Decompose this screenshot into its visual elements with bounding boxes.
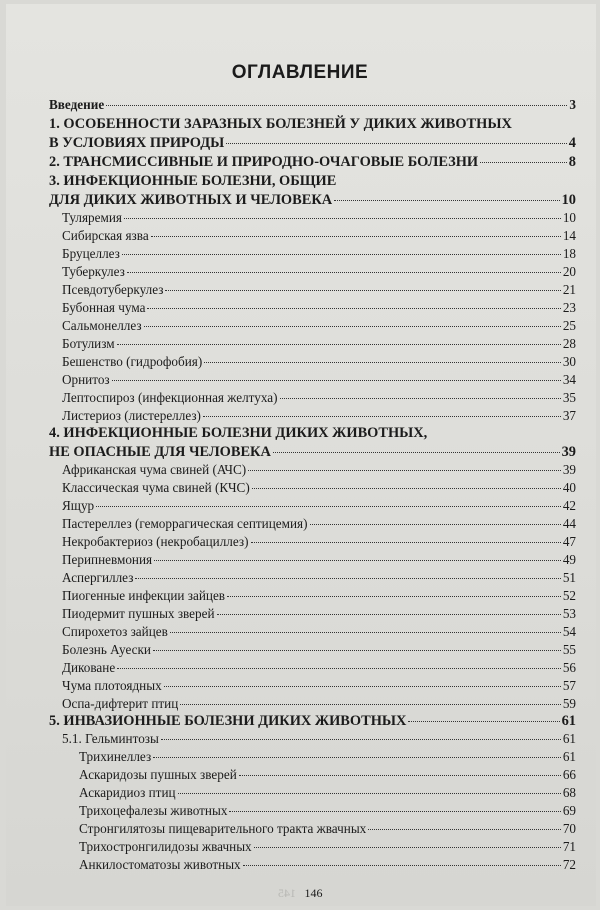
toc-entry-page: 18 [562,246,576,261]
toc-entry-text: Перипневмония [62,552,153,567]
toc-entry-text: Оспа-дифтерит птиц [62,696,179,711]
toc-entry[interactable] [49,134,576,152]
dot-leader [96,506,561,507]
toc-entry-page: 8 [568,154,576,170]
toc-entry-page: 28 [562,336,576,351]
toc-entry-page: 42 [562,498,576,513]
toc-entry-text: Пастереллез (геморрагическая септицемия) [62,516,308,531]
toc-entry[interactable] [49,153,576,171]
toc-entry-page: 53 [562,606,576,621]
toc-entry-text: Классическая чума свиней (КЧС) [62,480,250,495]
dot-leader [147,308,560,309]
toc-entry[interactable] [49,712,576,730]
toc-entry-page: 25 [562,318,576,333]
toc-entry[interactable] [62,677,576,695]
toc-section-heading: 3. ИНФЕКЦИОННЫЕ БОЛЕЗНИ, ОБЩИЕ [49,173,337,189]
dot-leader [273,452,560,453]
toc-entry[interactable] [62,317,576,335]
toc-entry-text: Спирохетоз зайцев [62,624,168,639]
toc-entry-page: 68 [562,785,576,800]
toc-entry[interactable] [62,659,576,677]
dot-leader [204,362,561,363]
toc-entry-text: ДЛЯ ДИКИХ ЖИВОТНЫХ И ЧЕЛОВЕКА [49,192,333,208]
toc-entry-page: 69 [562,803,576,818]
toc-entry[interactable] [79,856,576,874]
toc-entry-text: Бешенство (гидрофобия) [62,354,203,369]
dot-leader [280,398,561,399]
toc-entry-text: Ботулизм [62,336,115,351]
toc-entry[interactable] [62,479,576,497]
toc-entry-page: 51 [562,570,576,585]
toc-entry-text: В УСЛОВИЯХ ПРИРОДЫ [49,135,225,151]
toc-entry-text: Ящур [62,498,95,513]
dot-leader [239,775,561,776]
toc-entry-page: 20 [562,264,576,279]
toc-entry-page: 35 [562,390,576,405]
toc-entry-text: Аспергиллез [62,570,134,585]
toc-entry[interactable] [62,695,576,713]
toc-entry-text: Лептоспироз (инфекционная желтуха) [62,390,278,405]
toc-entry[interactable] [62,515,576,533]
dot-leader [408,721,559,722]
toc-entry-text: НЕ ОПАСНЫЕ ДЛЯ ЧЕЛОВЕКА [49,444,271,460]
toc-entry-text: Введение [49,97,105,112]
toc-entry-page: 72 [562,857,576,872]
toc-entry[interactable] [79,748,576,766]
toc-entry[interactable] [79,838,576,856]
toc-entry-text: 5. ИНВАЗИОННЫЕ БОЛЕЗНИ ДИКИХ ЖИВОТНЫХ [49,713,407,729]
toc-entry-text: Некробактериоз (некробациллез) [62,534,249,549]
toc-entry[interactable] [62,335,576,353]
dot-leader [243,865,561,866]
toc-entry[interactable] [62,533,576,551]
toc-entry[interactable] [62,389,576,407]
toc-entry-text: Туляремия [62,210,122,225]
toc-entry-page: 59 [562,696,576,711]
toc-entry[interactable] [49,191,576,209]
toc-entry-page: 66 [562,767,576,782]
toc-entry-text: Сальмонеллез [62,318,142,333]
toc-entry-page: 52 [562,588,576,603]
dot-leader [153,650,561,651]
toc-entry[interactable] [62,281,576,299]
page-title: ОГЛАВЛЕНИЕ [231,62,369,83]
dot-leader [226,143,567,144]
toc-entry-text: Бубонная чума [62,300,146,315]
dot-leader [122,254,561,255]
toc-entry-page: 71 [562,839,576,854]
toc-entry-text: 5.1. Гельминтозы [62,731,159,746]
toc-entry-page: 40 [562,480,576,495]
toc-entry[interactable] [79,820,576,838]
toc-entry-page: 70 [562,821,576,836]
toc-entry-page: 61 [562,749,576,764]
toc-entry-text: Аскаридиоз птиц [79,785,176,800]
dot-leader [161,739,561,740]
dot-leader [368,829,561,830]
toc-entry-page: 49 [562,552,576,567]
dot-leader [144,326,561,327]
toc-entry-page: 4 [568,135,576,151]
toc-entry[interactable] [62,245,576,263]
toc-entry-text: 2. ТРАНСМИССИВНЫЕ И ПРИРОДНО-ОЧАГОВЫЕ БОЛЕЗНИ [49,154,479,170]
page-number: 146 [304,886,323,900]
dot-leader [164,686,561,687]
bleed-through-page-number: 145 [277,886,296,900]
toc-entry-page: 61 [562,731,576,746]
dot-leader [229,811,560,812]
toc-entry-text: Болезнь Ауески [62,642,151,657]
dot-leader [153,757,561,758]
dot-leader [248,470,561,471]
toc-entry-page: 47 [562,534,576,549]
page-footer [0,886,600,901]
toc-entry[interactable] [62,227,576,245]
toc-entry[interactable] [62,353,576,371]
dot-leader [227,596,561,597]
toc-entry-page: 39 [561,444,576,460]
toc-entry[interactable] [62,461,576,479]
toc-entry-text: Псевдотуберкулез [62,282,164,297]
toc-entry[interactable] [62,209,576,227]
toc-entry-page: 54 [562,624,576,639]
toc-entry[interactable] [62,641,576,659]
toc-entry-page: 57 [562,678,576,693]
toc-entry-page: 10 [561,192,576,208]
toc-entry[interactable] [62,263,576,281]
dot-leader [180,704,561,705]
dot-leader [154,560,561,561]
toc-entry-text: Бруцеллез [62,246,120,261]
toc-entry-text: Пиогенные инфекции зайцев [62,588,226,603]
toc-section-heading: 4. ИНФЕКЦИОННЫЕ БОЛЕЗНИ ДИКИХ ЖИВОТНЫХ, [49,425,428,441]
toc-entry[interactable] [62,497,576,515]
dot-leader [252,488,561,489]
toc-entry-text: Сибирская язва [62,228,149,243]
toc-entry-text: Анкилостоматозы животных [79,857,241,872]
dot-leader [117,668,561,669]
dot-leader [117,344,561,345]
toc-entry-text: Аскаридозы пушных зверей [79,767,237,782]
dot-leader [254,847,561,848]
toc-entry-page: 34 [562,372,576,387]
toc-entry-page: 56 [562,660,576,675]
toc-entry-text: Африканская чума свиней (АЧС) [62,462,247,477]
dot-leader [135,578,560,579]
toc-entry-page: 61 [561,713,576,729]
toc-entry-text: Туберкулез [62,264,125,279]
toc-entry[interactable] [62,623,576,641]
toc-entry-text: Орнитоз [62,372,110,387]
toc-entry-page: 55 [562,642,576,657]
toc-entry-text: Пиодермит пушных зверей [62,606,215,621]
dot-leader [124,218,561,219]
toc-entry-page: 10 [562,210,576,225]
dot-leader [170,632,561,633]
toc-section-heading: 1. ОСОБЕННОСТИ ЗАРАЗНЫХ БОЛЕЗНЕЙ У ДИКИХ ЖИВОТНЫХ [49,116,512,132]
toc-entry[interactable] [62,569,576,587]
toc-entry-text: Трихоцефалезы животных [79,803,228,818]
dot-leader [217,614,561,615]
toc-entry-text: Диковане [62,660,116,675]
toc-entry-page: 37 [562,408,576,423]
toc-entry[interactable] [79,766,576,784]
toc-entry-text: Листериоз (листереллез) [62,408,201,423]
toc-entry-text: Трихостронгилидозы жвачных [79,839,252,854]
toc-entry-text: Стронгилятозы пищеварительного тракта жвачных [79,821,367,836]
toc-entry-page: 21 [562,282,576,297]
toc-entry-page: 23 [562,300,576,315]
toc-entry[interactable] [62,605,576,623]
dot-leader [251,542,561,543]
toc-entry[interactable] [62,587,576,605]
dot-leader [178,793,561,794]
dot-leader [203,416,561,417]
toc-entry[interactable] [79,784,576,802]
dot-leader [106,105,567,106]
dot-leader [165,290,560,291]
toc-entry[interactable] [49,443,576,461]
dot-leader [334,200,559,201]
toc-entry-page: 44 [562,516,576,531]
dot-leader [151,236,561,237]
toc-entry[interactable] [62,730,576,748]
toc-entry-page: 3 [569,97,576,112]
toc-entry[interactable] [79,802,576,820]
toc-entry-page: 39 [562,462,576,477]
dot-leader [480,162,567,163]
toc-entry-text: Чума плотоядных [62,678,162,693]
dot-leader [310,524,561,525]
toc-entry[interactable] [62,551,576,569]
toc-entry[interactable] [62,407,576,425]
toc-entry[interactable] [62,299,576,317]
toc-entry-text: Трихинеллез [79,749,152,764]
dot-leader [127,272,561,273]
toc-entry-page: 30 [562,354,576,369]
toc-entry[interactable] [62,371,576,389]
toc-entry[interactable] [49,96,576,114]
dot-leader [112,380,561,381]
toc-entry-page: 14 [562,228,576,243]
